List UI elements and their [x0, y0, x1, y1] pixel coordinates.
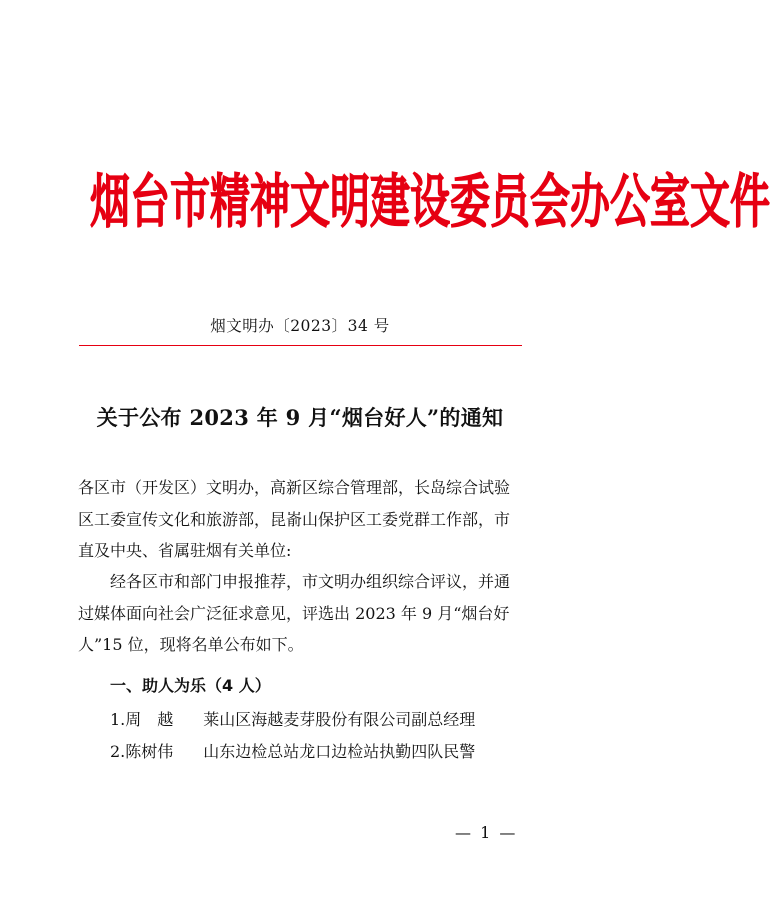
item-number: 2.: [110, 742, 126, 761]
page-number: — 1 —: [455, 823, 518, 842]
recipients-paragraph: 各区市（开发区）文明办，高新区综合管理部，长岛综合试验区工委宣传文化和旅游部，昆嵛山保护区工委党群工作部，市直及中央、省属驻烟有关单位:: [78, 478, 511, 560]
item-name: 周 越: [125, 710, 174, 729]
item-number: 1.: [110, 710, 126, 729]
notice-title: 关于公布 2023 年 9 月“烟台好人”的通知: [96, 405, 504, 430]
item-title: 莱山区海越麦芽股份有限公司副总经理: [203, 710, 476, 729]
section-heading: 一、助人为乐（4 人）: [110, 676, 271, 695]
item-title: 山东边检总站龙口边检站执勤四队民警: [203, 742, 476, 761]
intro-paragraph: 经各区市和部门申报推荐，市文明办组织综合评议，并通过媒体面向社会广泛征求意见，评选出 2023 年 9 月“烟台好人”15 位，现将名单公布如下。: [78, 572, 511, 654]
item-name: 陈树伟: [125, 742, 174, 761]
list-item: [110, 707, 475, 730]
document-number: 烟文明办〔2023〕34 号: [210, 317, 390, 335]
masthead-title: 烟台市精神文明建设委员会办公室文件: [90, 169, 770, 236]
red-divider-line: [79, 345, 522, 346]
list-item: [110, 739, 475, 762]
